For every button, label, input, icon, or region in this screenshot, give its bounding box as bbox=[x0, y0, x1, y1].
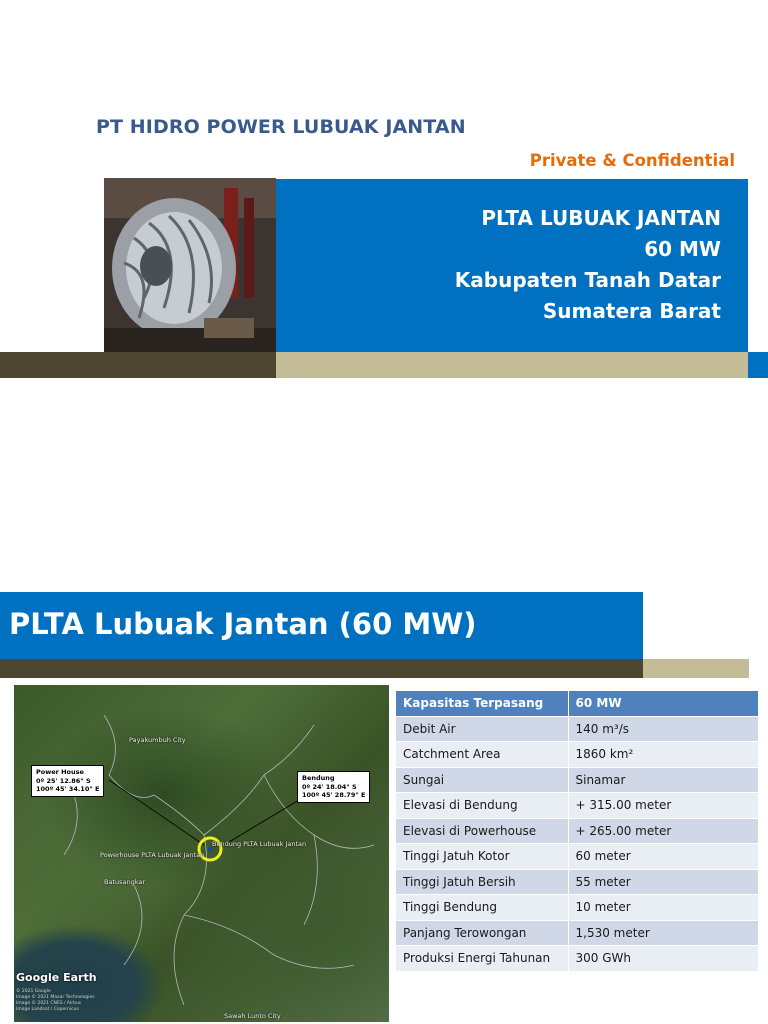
table-cell-label: Debit Air bbox=[396, 716, 568, 742]
confidential-label: Private & Confidential bbox=[529, 151, 735, 170]
table-row bbox=[396, 895, 759, 921]
turbine-photo bbox=[104, 178, 276, 352]
title-accent-dark bbox=[0, 659, 643, 678]
table-cell-label: Tinggi Jatuh Kotor bbox=[396, 844, 568, 870]
table-cell-label: Elevasi di Bendung bbox=[396, 793, 568, 819]
table-cell-value: 1860 km² bbox=[568, 742, 759, 768]
table-cell-label: Elevasi di Powerhouse bbox=[396, 818, 568, 844]
slide-title: PLTA Lubuak Jantan (60 MW) bbox=[9, 607, 477, 641]
weir-callout bbox=[297, 771, 370, 803]
weir-callout-lat: 0º 24' 18.04" S bbox=[302, 782, 357, 791]
map-label-city: Payakumbuh City bbox=[129, 736, 186, 744]
hero-line-regency: Kabupaten Tanah Datar bbox=[454, 268, 721, 292]
table-row bbox=[396, 767, 759, 793]
table-cell-value: + 265.00 meter bbox=[568, 818, 759, 844]
powerhouse-leader-line bbox=[109, 780, 204, 845]
table-cell-value: + 315.00 meter bbox=[568, 793, 759, 819]
table-row bbox=[396, 844, 759, 870]
turbine-illustration bbox=[104, 178, 276, 352]
company-name: PT HIDRO POWER LUBUAK JANTAN bbox=[96, 116, 466, 138]
table-row bbox=[396, 742, 759, 768]
table-cell-value: 60 meter bbox=[568, 844, 759, 870]
hero-line-capacity: 60 MW bbox=[644, 237, 721, 261]
table-row bbox=[396, 793, 759, 819]
hero-line-province: Sumatera Barat bbox=[542, 299, 721, 323]
slide-title-bar bbox=[0, 592, 643, 659]
map-label-town: Batusangkar bbox=[104, 878, 146, 886]
table-cell-value: 300 GWh bbox=[568, 946, 759, 972]
table-cell-value: Sinamar bbox=[568, 767, 759, 793]
copyright-line: © 2021 Google bbox=[16, 989, 51, 994]
table-row bbox=[396, 920, 759, 946]
powerhouse-callout bbox=[31, 765, 104, 797]
map-label-powerhouse: Powerhouse PLTA Lubuak Jantan bbox=[100, 851, 205, 859]
table-row bbox=[396, 869, 759, 895]
table-row bbox=[396, 946, 759, 972]
table-row bbox=[396, 818, 759, 844]
table-cell-label: Produksi Energi Tahunan bbox=[396, 946, 568, 972]
table-cell-label: Panjang Terowongan bbox=[396, 920, 568, 946]
copyright-line: Image Landsat / Copernicus bbox=[16, 1007, 79, 1012]
table-cell-value: 10 meter bbox=[568, 895, 759, 921]
copyright-line: Image © 2021 CNES / Airbus bbox=[16, 1001, 82, 1006]
table-cell-value: 140 m³/s bbox=[568, 716, 759, 742]
accent-bar-blue bbox=[748, 352, 768, 378]
powerhouse-callout-title: Power House bbox=[36, 768, 84, 776]
weir-callout-title: Bendung bbox=[302, 774, 335, 782]
copyright-line: Image © 2021 Maxar Technologies bbox=[16, 995, 95, 1000]
table-header-value: 60 MW bbox=[568, 691, 759, 716]
satellite-map bbox=[14, 685, 389, 1022]
table-cell-label: Catchment Area bbox=[396, 742, 568, 768]
hero-line-project: PLTA LUBUAK JANTAN bbox=[481, 206, 721, 230]
hero-text bbox=[455, 203, 721, 327]
weir-callout-lon: 100º 45' 28.79" E bbox=[302, 791, 366, 799]
table-cell-value: 55 meter bbox=[568, 869, 759, 895]
title-accent-tan bbox=[643, 659, 749, 678]
table-header-label: Kapasitas Terpasang bbox=[396, 691, 568, 716]
table-cell-label: Tinggi Jatuh Bersih bbox=[396, 869, 568, 895]
accent-bar-tan bbox=[276, 352, 748, 378]
hero-banner bbox=[276, 179, 748, 352]
accent-bar-dark bbox=[0, 352, 276, 378]
table-row bbox=[396, 716, 759, 742]
map-label-bottom: Sawah Lunto City bbox=[224, 1012, 281, 1020]
powerhouse-callout-lon: 100º 45' 34.10" E bbox=[36, 785, 100, 793]
map-copyright bbox=[16, 989, 95, 1013]
weir-leader-line bbox=[224, 797, 304, 845]
powerhouse-callout-lat: 0º 25' 12.86" S bbox=[36, 776, 91, 785]
table-cell-label: Sungai bbox=[396, 767, 568, 793]
map-label-weir: Bendung PLTA Lubuak Jantan bbox=[212, 840, 307, 848]
specification-table bbox=[396, 691, 759, 972]
table-cell-label: Tinggi Bendung bbox=[396, 895, 568, 921]
table-cell-value: 1,530 meter bbox=[568, 920, 759, 946]
table-header-row bbox=[396, 691, 759, 716]
google-earth-logo: Google Earth bbox=[16, 971, 97, 984]
